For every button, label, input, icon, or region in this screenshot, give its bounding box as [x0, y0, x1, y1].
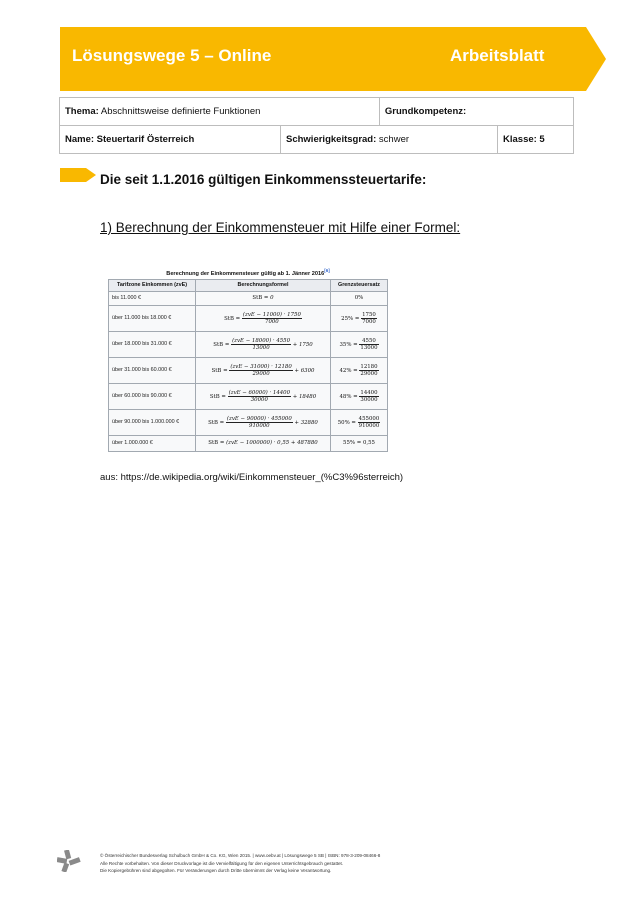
- tax-row: [109, 435, 388, 451]
- formula-numerator: (zvE − 60000) · 14400: [228, 389, 291, 396]
- rate-percent: 42% =: [339, 367, 358, 374]
- tax-row: [109, 357, 388, 383]
- formula-fraction: [242, 312, 302, 325]
- tax-formula: [196, 435, 331, 451]
- rate-fraction: [359, 338, 378, 351]
- tax-rate: [331, 331, 388, 357]
- tax-formula: [196, 291, 331, 305]
- header-title: Lösungswege 5 – Online: [72, 46, 272, 65]
- rate-percent: 50% =: [337, 419, 356, 426]
- header-type: Arbeitsblatt: [450, 46, 545, 65]
- tax-formula: [196, 357, 331, 383]
- meta-schwierigkeit: Schwierigkeitsgrad: schwer: [281, 126, 498, 154]
- tax-zone: über 11.000 bis 18.000 €: [109, 305, 196, 331]
- rate-denominator: 29000: [360, 370, 378, 377]
- formula-lhs: StB =: [209, 393, 226, 400]
- meta-grundkompetenz: Grundkompetenz:: [379, 98, 573, 126]
- formula-denominator: 29000: [252, 370, 270, 377]
- tax-zone: über 18.000 bis 31.000 €: [109, 331, 196, 357]
- rate-fraction: [361, 312, 377, 325]
- formula-numerator: (zvE − 31000) · 12180: [230, 363, 292, 370]
- rate-fraction: [359, 364, 378, 377]
- formula-expression: (zvE − 1000000) · 0,55 + 487880: [226, 440, 318, 447]
- rate-percent: 25% =: [341, 315, 360, 322]
- tax-table-reference[interactable]: [6]: [324, 268, 330, 273]
- rate-denominator: 7000: [362, 318, 376, 325]
- tax-table-caption: Berechnung der Einkommensteuer gültig ab 1. Jänner 2016[6]: [166, 268, 330, 277]
- tax-formula: [196, 331, 331, 357]
- formula-numerator: (zvE − 18000) · 4550: [232, 337, 291, 344]
- rate-fraction: [358, 416, 381, 429]
- tax-zone: über 60.000 bis 90.000 €: [109, 383, 196, 409]
- tax-row: [109, 331, 388, 357]
- formula-denominator: 910000: [249, 422, 270, 429]
- footer-fees: Die Kopiergebühren sind abgegolten. Für Veränderungen durch Dritte übernimmt der Verlag keine Verantwortung.: [100, 868, 332, 874]
- tax-rate: [331, 383, 388, 409]
- section-arrow-icon: [60, 168, 96, 182]
- formula-numerator: (zvE − 90000) · 455000: [226, 415, 292, 422]
- rate-numerator: 455000: [358, 415, 380, 422]
- rate-percent: 55% = 0,55: [343, 440, 375, 447]
- formula-fraction: [229, 364, 292, 377]
- meta-table: [59, 97, 574, 154]
- tax-zone: über 31.000 bis 60.000 €: [109, 357, 196, 383]
- formula-lhs: StB =: [213, 341, 230, 348]
- rate-percent: 0%: [354, 295, 364, 302]
- formula-addend: + 18480: [292, 393, 317, 400]
- tax-rate: [331, 291, 388, 305]
- formula-fraction: [228, 390, 291, 403]
- section-heading: Die seit 1.1.2016 gültigen Einkommenssteuertarife:: [100, 172, 427, 187]
- tax-row: [109, 291, 388, 305]
- meta-thema: Thema: Abschnittsweise definierte Funktionen: [60, 98, 380, 126]
- formula-expression: 0: [270, 295, 274, 302]
- formula-numerator: (zvE − 11000) · 1750: [242, 311, 301, 318]
- tax-formula: [196, 305, 331, 331]
- meta-klasse: Klasse: 5: [498, 126, 574, 154]
- tax-formula: [196, 409, 331, 435]
- footer: [100, 852, 380, 875]
- rate-numerator: 1750: [362, 311, 376, 318]
- tax-rate: [331, 409, 388, 435]
- formula-denominator: 13000: [252, 344, 270, 351]
- header-banner: [60, 27, 606, 91]
- rate-numerator: 14400: [360, 389, 378, 396]
- formula-addend: + 1750: [292, 341, 313, 348]
- formula-lhs: StB =: [224, 315, 241, 322]
- tax-row: [109, 305, 388, 331]
- formula-lhs: StB =: [208, 440, 225, 447]
- tax-zone: über 1.000.000 €: [109, 435, 196, 451]
- footer-copyright: © Österreichischer Bundesverlag Schulbuch GmbH & Co. KG, Wien 2015. | www.oebv.at | Lösungswege 5 SB | ISBN: 978-3-209-08466-8: [100, 853, 381, 858]
- formula-addend: + 32880: [294, 419, 318, 426]
- tax-table: [108, 279, 388, 452]
- tax-header-formula: Berechnungsformel: [196, 279, 331, 291]
- publisher-logo-icon: [57, 850, 81, 872]
- tax-zone: über 90.000 bis 1.000.000 €: [109, 409, 196, 435]
- tax-rate: [331, 357, 388, 383]
- rate-percent: 48% =: [339, 393, 358, 400]
- tax-header-zone: Tarifzone Einkommen (zvE): [109, 279, 196, 291]
- rate-fraction: [359, 390, 378, 403]
- tax-rate: [331, 305, 388, 331]
- formula-lhs: StB =: [208, 419, 225, 426]
- section-subheading: 1) Berechnung der Einkommensteuer mit Hilfe einer Formel:: [100, 220, 461, 235]
- tax-zone: bis 11.000 €: [109, 291, 196, 305]
- tax-rate: [331, 435, 388, 451]
- rate-denominator: 910000: [358, 422, 380, 429]
- tax-table-figure: [108, 268, 388, 452]
- rate-denominator: 30000: [360, 396, 378, 403]
- formula-fraction: [231, 338, 291, 351]
- formula-lhs: StB =: [211, 367, 228, 374]
- formula-denominator: 30000: [250, 396, 268, 403]
- meta-name: Name: Steuertarif Österreich: [60, 126, 281, 154]
- rate-percent: 35% =: [339, 341, 358, 348]
- formula-addend: + 6300: [294, 367, 315, 374]
- rate-denominator: 13000: [360, 344, 378, 351]
- rate-numerator: 12180: [360, 363, 378, 370]
- tax-formula: [196, 383, 331, 409]
- tax-row: [109, 409, 388, 435]
- footer-rights: Alle Rechte vorbehalten. Von dieser Druckvorlage ist die Vervielfältigung für den eigenen Unterrichtsgebrauch gestattet.: [100, 860, 344, 866]
- source-reference: aus: https://de.wikipedia.org/wiki/Einkommensteuer_(%C3%96sterreich): [100, 472, 404, 483]
- tax-row: [109, 383, 388, 409]
- rate-numerator: 4550: [359, 338, 378, 345]
- tax-header-rate: Grenzsteuersatz: [331, 279, 388, 291]
- formula-lhs: StB =: [252, 295, 269, 302]
- formula-fraction: [226, 416, 293, 429]
- formula-denominator: 7000: [265, 318, 279, 325]
